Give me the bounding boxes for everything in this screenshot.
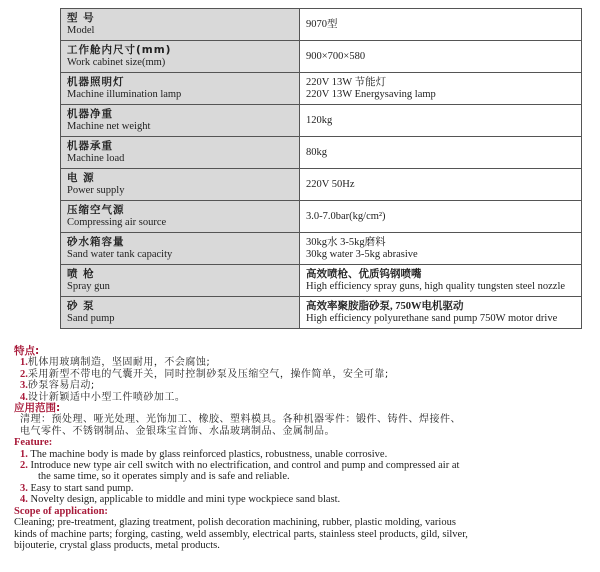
item-number: 4. (20, 391, 28, 403)
scope-en-line: kinds of machine parts; forging, casting, weld assembly, electrical parts, stainless steel products, gild, silver, (14, 528, 468, 540)
features-cn-heading: 特点: (14, 345, 40, 357)
spec-value (300, 201, 582, 233)
features-en-item (14, 494, 592, 505)
spec-value-line: High efficiency polyurethane sand pump 750W motor drive (306, 312, 558, 324)
features-cn-item (14, 380, 592, 391)
spec-label (61, 201, 300, 233)
spec-label (61, 265, 300, 297)
item-number: 1. (20, 448, 28, 460)
spec-label-cn: 喷 枪 (67, 268, 95, 280)
item-text: 机体用玻璃制造，坚固耐用，不会腐蚀; (27, 357, 211, 369)
features-en-heading: Feature: (14, 437, 53, 449)
spec-row-lamp (61, 73, 582, 105)
spec-label (61, 105, 300, 137)
spec-value-line: 220V 13W 节能灯 (306, 76, 387, 88)
spec-value-line: 220V 13W Energysaving lamp (306, 88, 436, 100)
item-number: 2. (20, 460, 28, 472)
spec-label-cn: 机器净重 (67, 108, 113, 120)
spec-value (300, 233, 582, 265)
spec-table (60, 8, 582, 329)
features-en-item-continued: the same time, so it operates simply and is safe and reliable. (38, 471, 290, 483)
item-text: 采用新型不带电的气囊开关，同时控制砂泵及压缩空气，操作简单，安全可靠; (27, 368, 389, 380)
item-number: 1. (20, 357, 28, 369)
spec-label-cn: 砂水箱容量 (67, 236, 125, 248)
spec-row-sand-pump (61, 297, 582, 329)
spec-value (300, 169, 582, 201)
spec-label (61, 297, 300, 329)
spec-label (61, 233, 300, 265)
scope-cn-line: 电气零件、不锈钢制品、金银珠宝首饰、水晶玻璃制品、金属制品。 (20, 425, 335, 437)
item-text: Introduce new type air cell switch with no electrification, and control and pump and compressed air at (30, 460, 460, 472)
item-number: 2. (20, 368, 28, 380)
spec-row-power (61, 169, 582, 201)
features-cn-item (14, 392, 592, 403)
spec-value-line: 3.0-7.0bar(kg/cm²) (306, 210, 386, 222)
spec-label-en: Spray gun (67, 281, 110, 292)
spec-label-cn: 机器承重 (67, 140, 113, 152)
spec-value-line: 80kg (306, 146, 327, 158)
spec-row-net-weight (61, 105, 582, 137)
spec-row-air-source (61, 201, 582, 233)
spec-label-en: Machine illumination lamp (67, 89, 182, 100)
item-text: Novelty design, applicable to middle and mini type wockpiece sand blast. (30, 494, 341, 506)
spec-label-cn: 工作舱内尺寸(mm) (67, 44, 172, 56)
spec-value (300, 137, 582, 169)
scope-en-line: bijouterie, crystal glass products, metal products. (14, 539, 220, 551)
spec-label-en: Power supply (67, 185, 125, 196)
item-number: 3. (20, 380, 28, 392)
spec-label (61, 41, 300, 73)
spec-label-en: Compressing air source (67, 217, 167, 228)
spec-label-cn: 电 源 (67, 172, 95, 184)
spec-value-line: 220V 50Hz (306, 178, 355, 190)
features-cn-item (14, 357, 592, 368)
spec-label-en: Machine load (67, 153, 125, 164)
spec-value-line: High efficiency spray guns, high quality tungsten steel nozzle (306, 280, 566, 292)
spec-value-line: 高效率聚胺脂砂泵, 750W电机驱动 (306, 300, 464, 312)
spec-value (300, 105, 582, 137)
features-cn-item (14, 369, 592, 380)
features-en-item (14, 449, 592, 460)
spec-value-line: 120kg (306, 114, 333, 126)
features-en-item (14, 460, 592, 471)
spec-value (300, 297, 582, 329)
spec-label-en: Work cabinet size(mm) (67, 57, 166, 68)
item-text: Easy to start sand pump. (30, 482, 134, 494)
scope-en-heading: Scope of application: (14, 505, 108, 517)
spec-value-line: 高效喷枪、优质钨钢喷嘴 (306, 268, 422, 280)
spec-row-model (61, 9, 582, 41)
spec-value (300, 41, 582, 73)
item-number: 3. (20, 482, 28, 494)
spec-value (300, 9, 582, 41)
spec-label-en: Model (67, 25, 95, 36)
spec-label-cn: 型 号 (67, 12, 95, 24)
spec-label (61, 73, 300, 105)
spec-label-en: Machine net weight (67, 121, 151, 132)
spec-value-line: 30kg水 3-5kg磨料 (306, 236, 386, 248)
spec-row-tank-capacity (61, 233, 582, 265)
spec-value-line: 900×700×580 (306, 50, 366, 62)
spec-label-cn: 砂 泵 (67, 300, 95, 312)
item-text: The machine body is made by glass reinforced plastics, robustness, unable corrosive. (30, 448, 388, 460)
spec-label-en: Sand water tank capacity (67, 249, 173, 260)
spec-value-line: 9070型 (306, 18, 338, 30)
spec-label-en: Sand pump (67, 313, 115, 324)
spec-label-cn: 机器照明灯 (67, 76, 125, 88)
scope-en-line: Cleaning; pre-treatment, glazing treatment, polish decoration machining, rubber, plastic molding, various (14, 517, 456, 529)
spec-label (61, 9, 300, 41)
scope-cn-line: 清理：预处理、哑光处理、光饰加工、橡胶、塑料模具。各种机器零件：锻件、铸件、焊接件、 (20, 414, 461, 426)
spec-row-cabinet-size (61, 41, 582, 73)
spec-row-spray-gun (61, 265, 582, 297)
item-text: 砂泵容易启动; (27, 380, 95, 392)
spec-row-machine-load (61, 137, 582, 169)
features-en-item (14, 483, 592, 494)
notes-section (14, 346, 592, 551)
item-text: 设计新颖适中小型工件喷砂加工。 (27, 391, 186, 403)
item-number: 4. (20, 494, 28, 506)
spec-value (300, 265, 582, 297)
scope-cn-heading: 应用范围: (14, 402, 61, 415)
spec-label (61, 137, 300, 169)
spec-label-cn: 压缩空气源 (67, 204, 125, 216)
spec-value-line: 30kg water 3-5kg abrasive (306, 248, 418, 260)
spec-value (300, 73, 582, 105)
spec-label (61, 169, 300, 201)
